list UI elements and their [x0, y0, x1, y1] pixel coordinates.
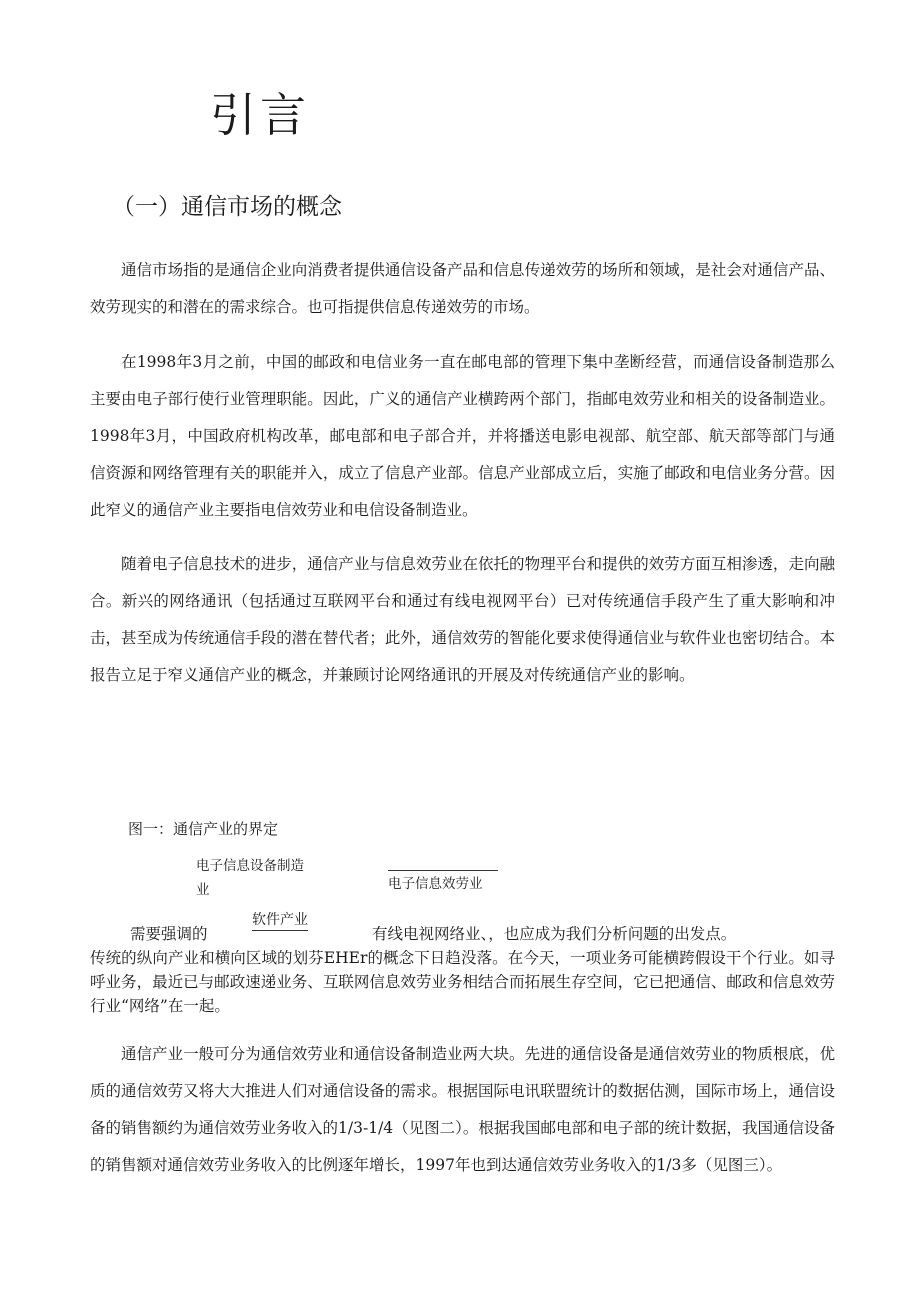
- paragraph-text: 通信产业一般可分为通信效劳业和通信设备制造业两大块。先进的通信设备是通信效劳业的物质根底，优质的通信效劳又将大大推进人们对通信设备的需求。根据国际电讯联盟统计的数据估测，国际市场上，通信设备的销售额约为通信效劳业务收入的1/3-1/4（见图二）。根据我国邮电部和电子部的统计数据，我国通信设备的销售额对通信效劳业务收入的比例逐年增长，1997年也到达通信效劳业务收入的1/3多（见图三）。: [90, 1045, 835, 1174]
- figure-box-service: 电子信息效劳业: [388, 870, 498, 896]
- paragraph-text: 通信市场指的是通信企业向消费者提供通信设备产品和信息传递效劳的场所和领域，是社会对通信产品、效劳现实的和潜在的需求综合。也可指提供信息传递效劳的市场。: [90, 261, 835, 316]
- figure-box-manufacturing: 电子信息设备制造业: [196, 858, 304, 898]
- page-title: 引言: [210, 88, 310, 142]
- figure-box-software: 软件产业: [252, 910, 308, 931]
- paragraph-1: [90, 252, 835, 326]
- paragraph-2: [90, 344, 835, 529]
- overlap-lead: 需要强调的: [130, 925, 208, 943]
- paragraph-final: [90, 1036, 835, 1184]
- paragraph-text: 随着电子信息技术的进步，通信产业与信息效劳业在依托的物理平台和提供的效劳方面互相渗透，走向融合。新兴的网络通讯（包括通过互联网平台和通过有线电视网平台）已对传统通信手段产生了重大影响和冲击，甚至成为传统通信手段的潜在替代者；此外，通信效劳的智能化要求使得通信业与软件业也密切结合。本报告立足于窄义通信产业的概念，并兼顾讨论网络通讯的开展及对传统通信产业的影响。: [90, 555, 835, 684]
- overlap-tail: 有线电视网络业、，也应成为我们分析问题的出发点。: [372, 925, 737, 943]
- section-heading: （一）通信市场的概念: [112, 194, 342, 220]
- overlap-paragraph: [90, 946, 835, 1018]
- paragraph-text: 传统的纵向产业和横向区域的划芬EHEr的概念下日趋没落。在今天，一项业务可能横跨假设干个行业。如寻呼业务，最近已与邮政速递业务、互联网信息效劳业务相结合而拓展生存空间，它已把通信、邮政和信息效劳行业“网络”在一起。: [90, 949, 835, 1015]
- paragraph-text: 在1998年3月之前，中国的邮政和电信业务一直在邮电部的管理下集中垄断经营，而通信设备制造那么主要由电子部行使行业管理职能。因此，广义的通信产业横跨两个部门，指邮电效劳业和相关的设备制造业。1998年3月，中国政府机构改革，邮电部和电子部合并，并将播送电影电视部、航空部、航天部等部门与通信资源和网络管理有关的职能并入，成立了信息产业部。信息产业部成立后，实施了邮政和电信业务分营。因此窄义的通信产业主要指电信效劳业和电信设备制造业。: [90, 353, 835, 519]
- paragraph-3: [90, 546, 835, 694]
- figure-caption: 图一：通信产业的界定: [128, 820, 279, 838]
